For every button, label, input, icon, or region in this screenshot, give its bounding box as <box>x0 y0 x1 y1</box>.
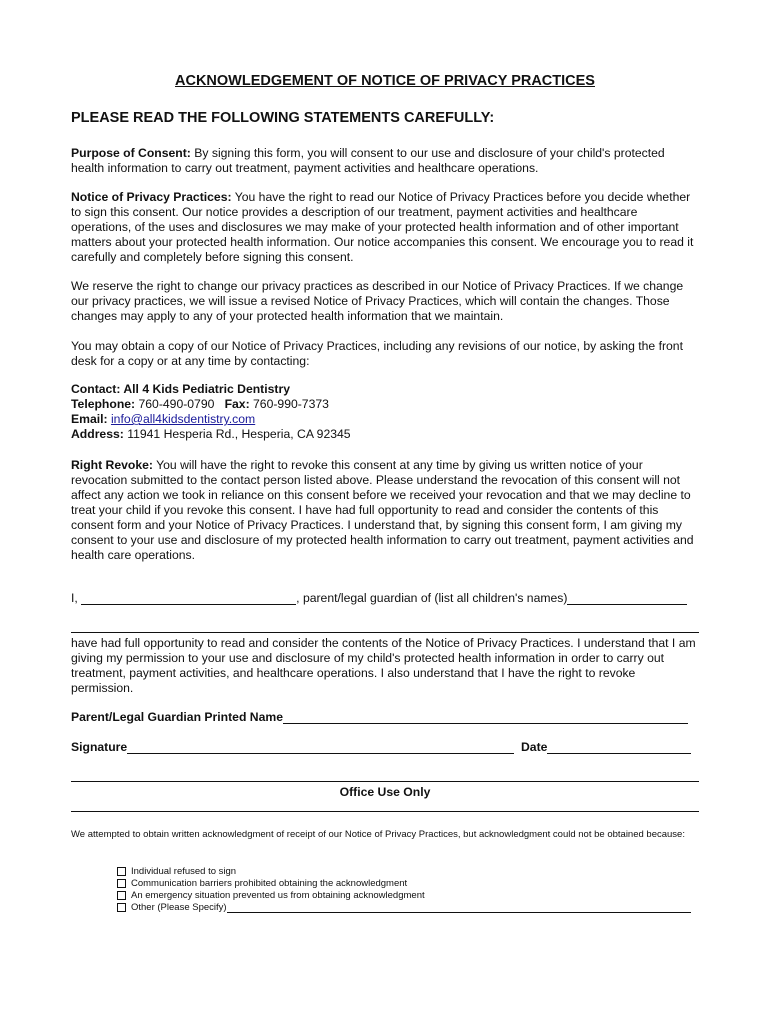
children-names-continuation-line[interactable] <box>71 632 699 633</box>
signature-row <box>71 740 699 754</box>
checkbox-row-refused[interactable] <box>117 865 691 877</box>
telephone-value: 760-490-0790 <box>135 397 215 411</box>
contact-line: Contact: All 4 Kids Pediatric Dentistry <box>71 382 290 396</box>
printed-name-field[interactable] <box>283 710 688 724</box>
checkbox[interactable] <box>117 879 126 888</box>
checkbox-row-communication[interactable] <box>117 877 691 889</box>
revoke-paragraph <box>71 458 699 563</box>
contact-block <box>71 382 351 442</box>
checkbox-label: Communication barriers prohibited obtaining the acknowledgment <box>131 877 408 889</box>
checkbox-label: An emergency situation prevented us from obtaining acknowledgment <box>131 889 425 901</box>
address-value: 11941 Hesperia Rd., Hesperia, CA 92345 <box>123 427 351 441</box>
checkbox[interactable] <box>117 867 126 876</box>
signature-field[interactable] <box>127 740 514 754</box>
guardian-line <box>71 591 699 605</box>
checkbox-label: Individual refused to sign <box>131 865 237 877</box>
notice-paragraph <box>71 190 699 265</box>
other-specify-field[interactable] <box>227 902 691 913</box>
telephone-label: Telephone: <box>71 397 136 411</box>
section-heading: PLEASE READ THE FOLLOWING STATEMENTS CAREFULLY: <box>71 110 495 126</box>
office-top-divider <box>71 781 699 782</box>
office-bottom-divider <box>71 811 699 812</box>
notice-label: Notice of Privacy Practices: <box>71 190 232 204</box>
checkbox-row-other[interactable] <box>117 901 691 913</box>
address-label: Address: <box>71 427 124 441</box>
printed-name-label: Parent/Legal Guardian Printed Name <box>71 710 283 724</box>
checkbox-label: Other (Please Specify) <box>131 901 227 913</box>
revoke-text: You will have the right to revoke this consent at any time by giving us written notice of your revocation submitted to the contact person listed above. Please understand the revocation of this consent will not affect any action we took in reliance on this consent before we received your revocation and that we may decline to treat your child if you revoke this consent. I have had full opportunity to read and consider the contents of this consent form and your Notice of Privacy Practices. I understand that, by signing this consent form, I am giving my consent to your use and disclosure of my protected health information to carry out treatment, payment activities and health care operations. <box>71 458 694 562</box>
office-use-heading: Office Use Only <box>339 785 431 799</box>
checkbox-row-emergency[interactable] <box>117 889 691 901</box>
purpose-label: Purpose of Consent: <box>71 146 191 160</box>
guardian-middle: , parent/legal guardian of (list all children's names) <box>296 591 568 605</box>
printed-name-row <box>71 710 699 724</box>
revoke-label: Right Revoke: <box>71 458 153 472</box>
signature-label: Signature <box>71 740 128 754</box>
date-label: Date <box>521 740 548 754</box>
guardian-prefix: I, <box>71 591 78 605</box>
guardian-name-field[interactable] <box>81 591 296 605</box>
fax-label: Fax: <box>224 397 250 411</box>
acknowledge-paragraph: have had full opportunity to read and consider the contents of the Notice of Privacy Practices. I understand that I am giving my permission to your use and disclosure of my child's protected health information in order to carry out treatment, payment activities, and healthcare operations. I also understand that I have the right to revoke permission. <box>71 636 696 695</box>
checkbox[interactable] <box>117 891 126 900</box>
reserve-paragraph: We reserve the right to change our privacy practices as described in our Notice of Privacy Practices. If we change our privacy practices, we will issue a revised Notice of Privacy Practices, which will contain the changes. Those changes may apply to any of your protected health information that we maintain. <box>71 279 684 323</box>
fax-value: 760-990-7373 <box>249 397 329 411</box>
email-link[interactable]: info@all4kidsdentistry.com <box>110 412 256 426</box>
page-title: ACKNOWLEDGEMENT OF NOTICE OF PRIVACY PRACTICES <box>175 73 595 89</box>
obtain-paragraph: You may obtain a copy of our Notice of Privacy Practices, including any revisions of our notice, by asking the front desk for a copy or at any time by contacting: <box>71 339 683 368</box>
email-label: Email: <box>71 412 108 426</box>
purpose-text: By signing this form, you will consent to our use and disclosure of your child's protected health information to carry out treatment, payment activities and healthcare operations. <box>71 146 665 175</box>
date-field[interactable] <box>547 740 691 754</box>
children-names-field[interactable] <box>567 591 687 605</box>
notice-text: You have the right to read our Notice of Privacy Practices before you decide whether to sign this consent. Our notice provides a description of our treatment, payment activities and healthcare operations, of the uses and disclosures we may make of your protected health information and of other important matters about your protected health information. Our notice accompanies this consent. We encourage you to read it carefully and completely before signing this consent. <box>71 190 694 264</box>
purpose-paragraph <box>71 146 699 176</box>
checkbox[interactable] <box>117 903 126 912</box>
checkbox-list <box>117 865 691 913</box>
attempted-paragraph: We attempted to obtain written acknowledgment of receipt of our Notice of Privacy Practices, but acknowledgment could not be obtained because: <box>71 829 685 840</box>
